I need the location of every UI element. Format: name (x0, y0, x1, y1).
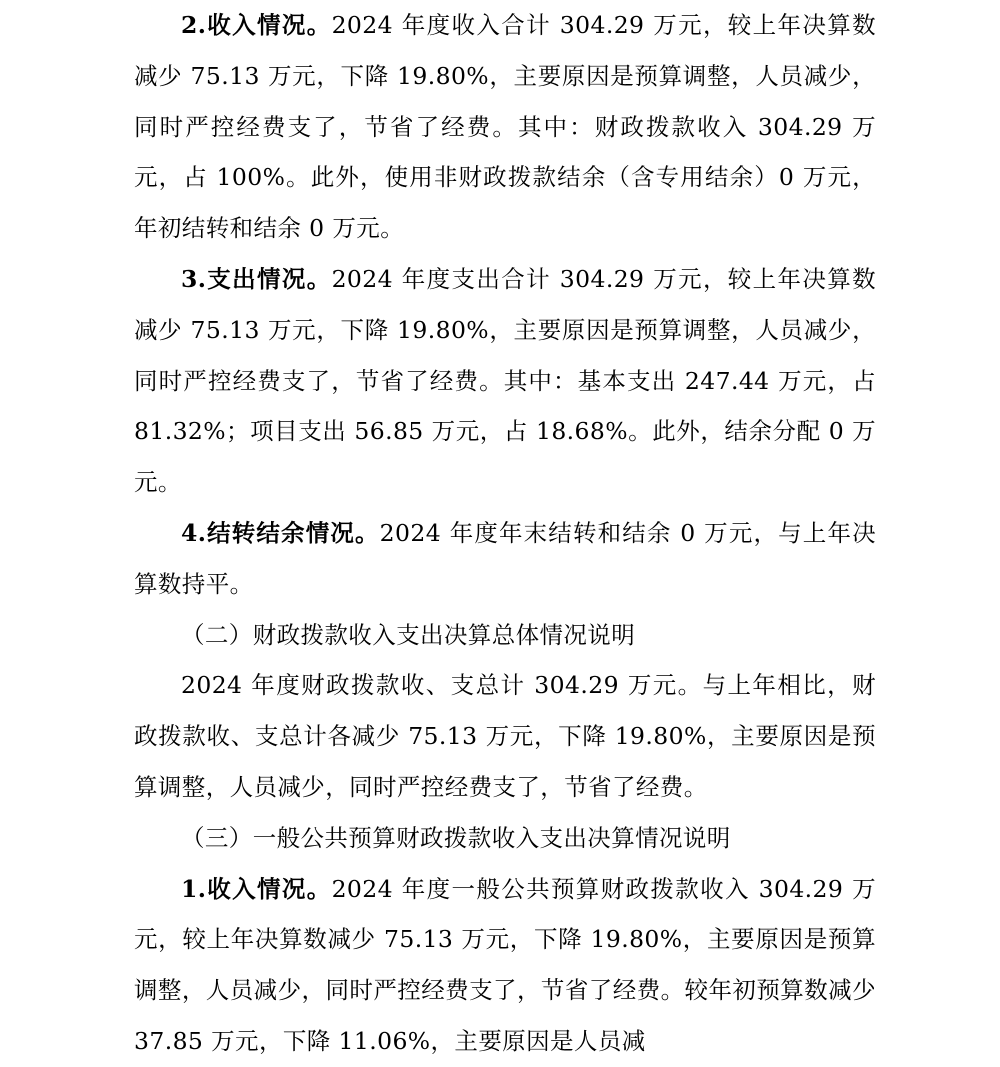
paragraph-text: 2024 年度收入合计 304.29 万元，较上年决算数减少 75.13 万元，下降 19.80%，主要原因是预算调整，人员减少，同时严控经费支了，节省了经费。其中：财政拨款收入 304.29 万元，占 100%。此外，使用非财政拨款结余（含专用结余）0 万元，年初结转和结余 0 万元。 (134, 11, 876, 243)
paragraph-text: 2024 年度支出合计 304.29 万元，较上年决算数减少 75.13 万元，下降 19.80%，主要原因是预算调整，人员减少，同时严控经费支了，节省了经费。其中：基本支出 247.44 万元，占 81.32%；项目支出 56.85 万元，占 18.68%。此外，结余分配 0 万元。 (134, 264, 876, 497)
document-page (134, 0, 876, 1067)
paragraph-fiscal-total (134, 660, 876, 812)
paragraph-carryover (134, 508, 876, 610)
paragraph-text: 2024 年度一般公共预算财政拨款收入 304.29 万元，较上年决算数减少 75.13 万元，下降 19.80%，主要原因是预算调整，人员减少，同时严控经费支了，节省了经费。较年初预算数减少 37.85 万元，下降 11.06%，主要原因是人员减 (134, 874, 876, 1055)
paragraph-income (134, 0, 876, 254)
paragraph-lead: 3.支出情况。 (181, 264, 332, 293)
paragraph-lead: 4.结转结余情况。 (181, 518, 380, 547)
paragraph-text: 2024 年度年末结转和结余 0 万元，与上年决算数持平。 (134, 518, 876, 598)
heading-text: （三）一般公共预算财政拨款收入支出决算情况说明 (181, 823, 731, 852)
paragraph-lead: 1.收入情况。 (181, 874, 332, 903)
section-heading (134, 813, 876, 864)
paragraph-text: 2024 年度财政拨款收、支总计 304.29 万元。与上年相比，财政拨款收、支总计各减少 75.13 万元，下降 19.80%，主要原因是预算调整，人员减少，同时严控经费支了，节省了经费。 (134, 671, 876, 801)
paragraph-lead: 2.收入情况。 (181, 11, 332, 39)
paragraph-expenditure (134, 254, 876, 508)
paragraph-general-income (134, 864, 876, 1067)
section-heading (134, 610, 876, 661)
heading-text: （二）财政拨款收入支出决算总体情况说明 (181, 620, 636, 649)
